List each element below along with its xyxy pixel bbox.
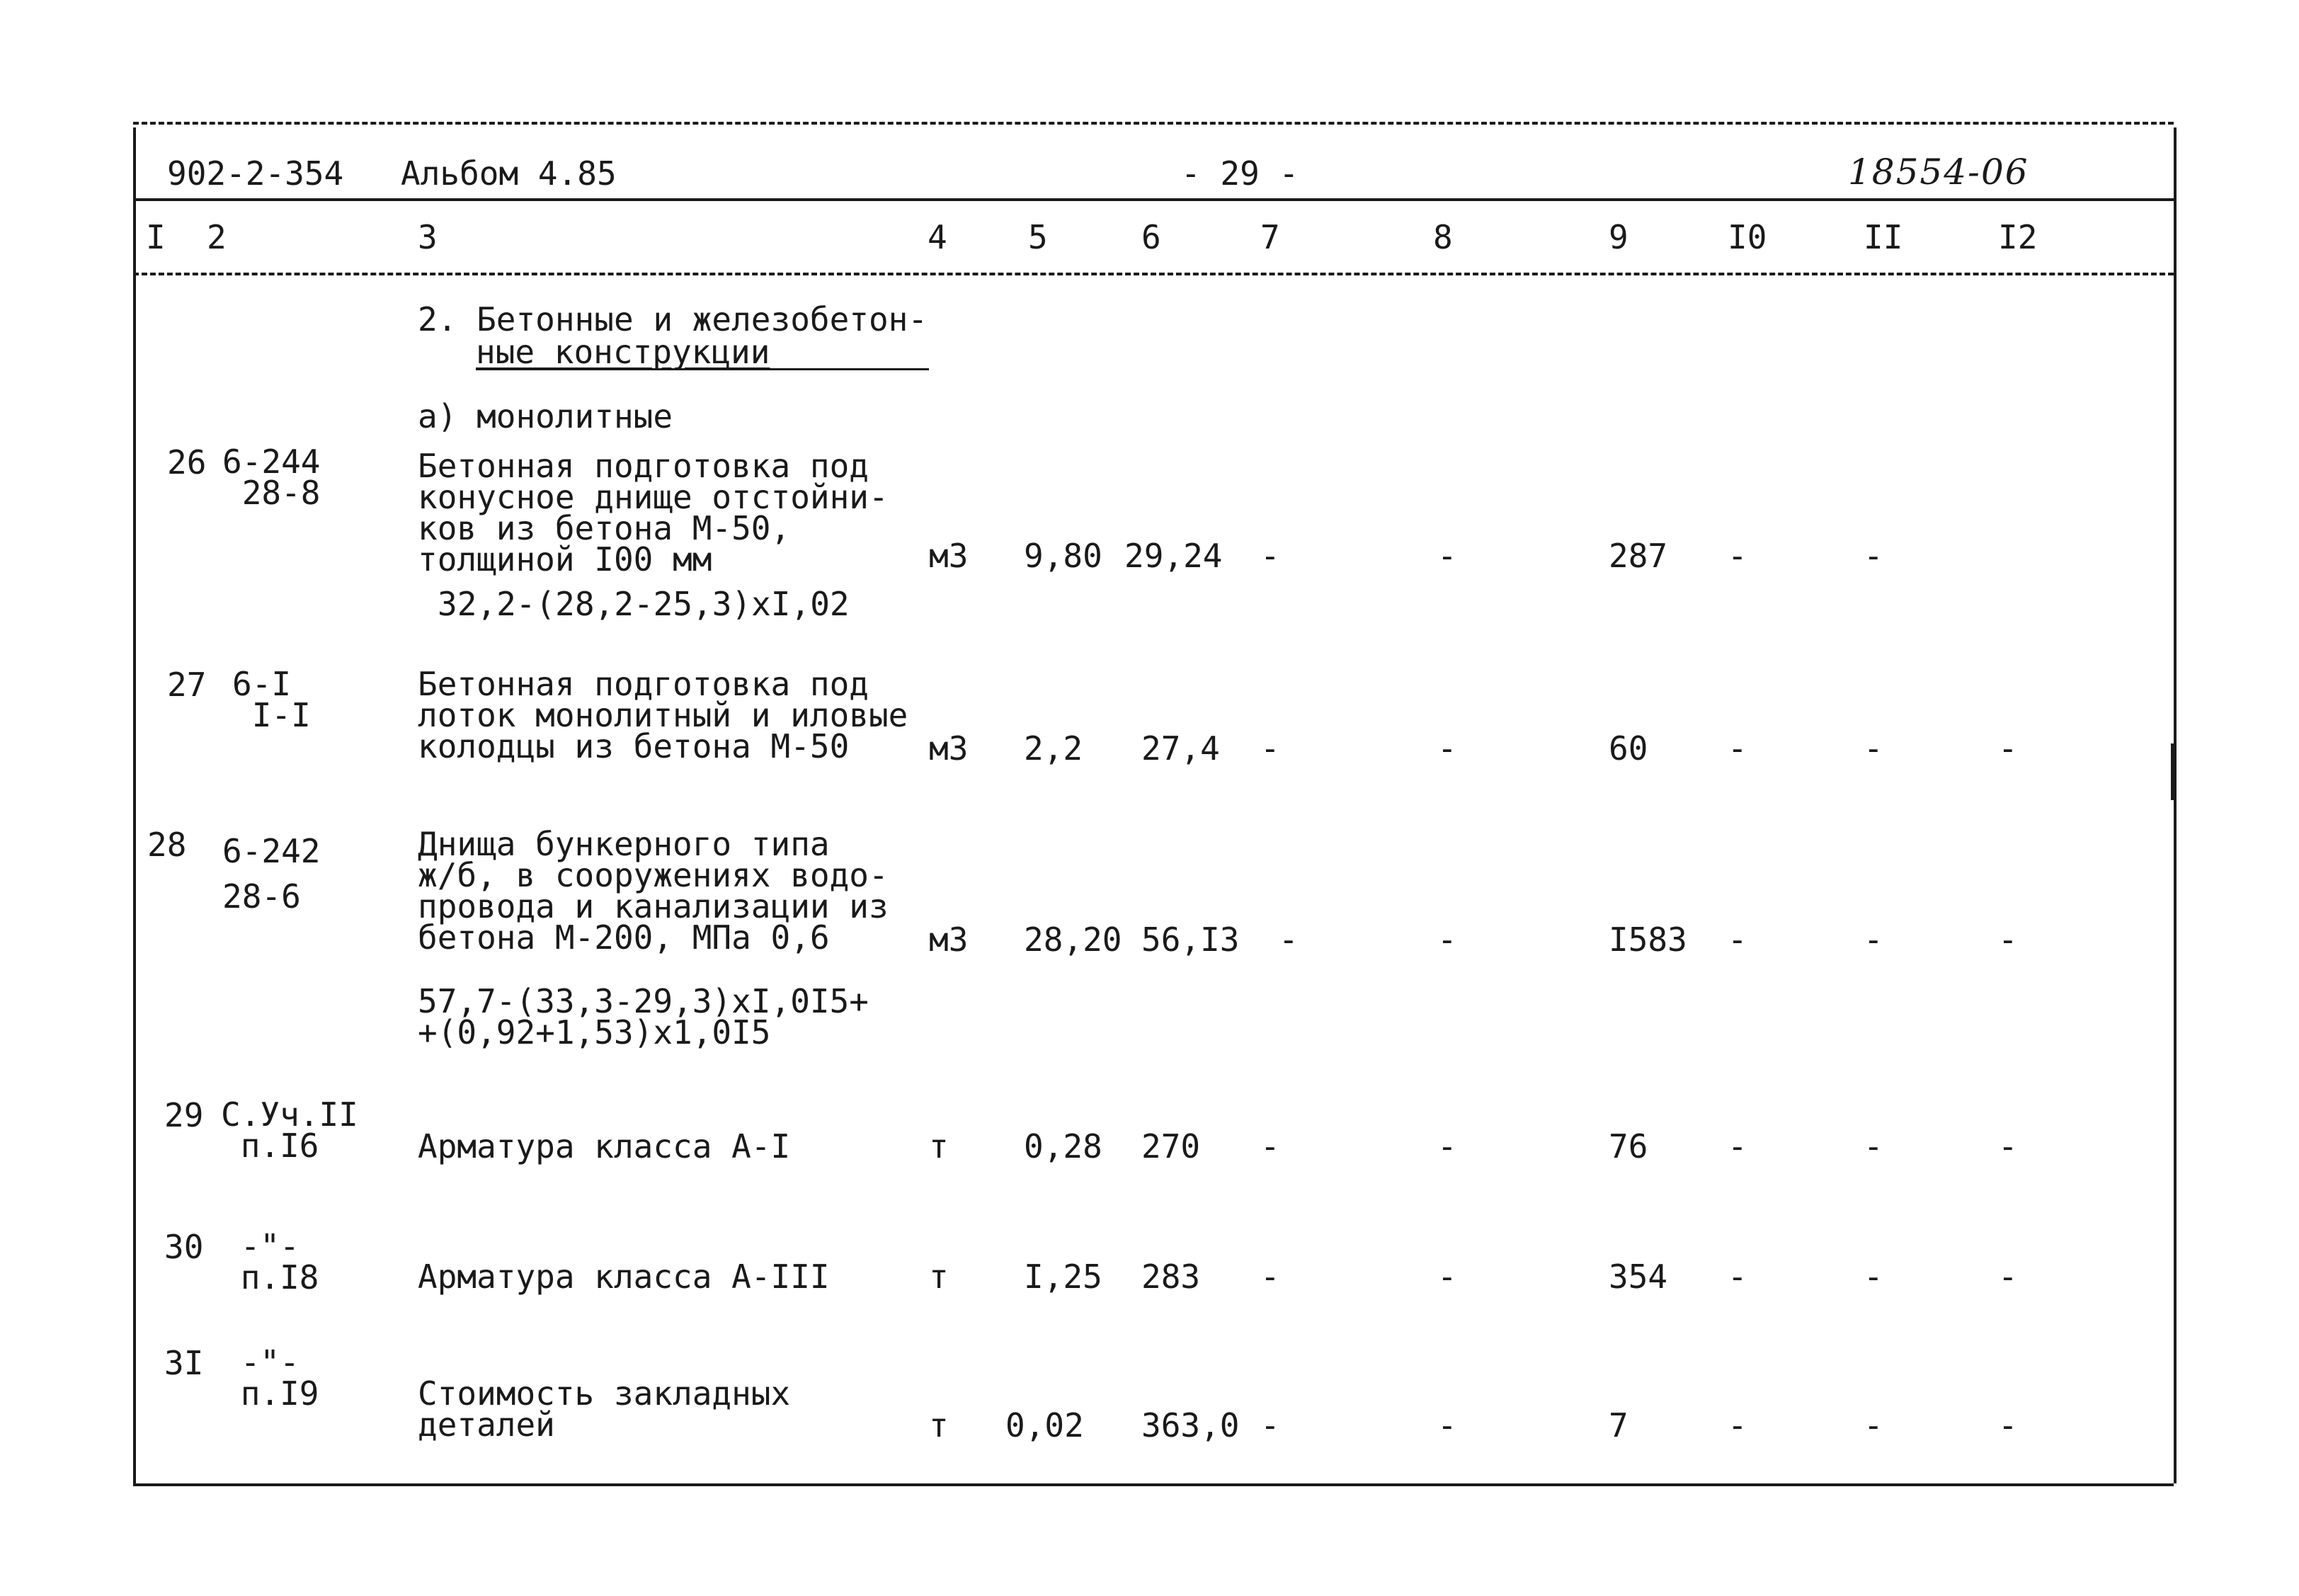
row-col7: - xyxy=(1260,1406,1280,1444)
row-col8: - xyxy=(1437,1406,1457,1444)
row-col12: - xyxy=(1998,1406,2018,1444)
row-quantity: 0,28 xyxy=(1024,1127,1102,1165)
row-quantity: 28,20 xyxy=(1024,920,1122,959)
bottom-rule xyxy=(133,1483,2174,1486)
row-col10: - xyxy=(1728,1258,1747,1296)
column-header-8: 8 xyxy=(1433,218,1453,256)
header-rule xyxy=(133,198,2174,201)
row-unit: т xyxy=(929,1406,949,1444)
row-price: 283 xyxy=(1141,1258,1201,1296)
row-col10: - xyxy=(1728,537,1747,575)
row-code: -"- п.I8 xyxy=(240,1227,319,1296)
row-col7: - xyxy=(1279,920,1299,959)
row-description: Арматура класса А-I xyxy=(418,1127,791,1165)
row-divider-left xyxy=(133,814,136,878)
row-quantity: 2,2 xyxy=(1024,729,1083,768)
row-col8: - xyxy=(1437,537,1457,575)
column-header-9: 9 xyxy=(1609,218,1628,256)
row-number: 28 xyxy=(147,826,187,864)
row-col8: - xyxy=(1437,920,1457,959)
row-col7: - xyxy=(1260,1258,1280,1296)
row-col11: - xyxy=(1864,1258,1883,1296)
row-total: 7 xyxy=(1609,1406,1628,1444)
column-header-11: II xyxy=(1864,218,1903,256)
row-code: 6-I I-I xyxy=(232,665,311,734)
section-title-line2: ные конструкции xyxy=(476,333,770,371)
row-divider-right xyxy=(2171,743,2174,800)
row-col11: - xyxy=(1864,1406,1883,1444)
row-number: 3I xyxy=(164,1344,204,1382)
subsection-title: а) монолитные xyxy=(418,397,673,435)
row-col7: - xyxy=(1260,537,1280,575)
row-quantity: I,25 xyxy=(1024,1258,1102,1296)
row-quantity: 0,02 xyxy=(1005,1406,1084,1444)
column-header-5: 5 xyxy=(1028,218,1048,256)
row-col8: - xyxy=(1437,1127,1457,1165)
column-header-3: 3 xyxy=(418,218,438,256)
row-total: 354 xyxy=(1609,1258,1668,1296)
row-price: 363,0 xyxy=(1141,1406,1240,1444)
top-rule xyxy=(133,122,2174,125)
row-code: 6-242 28-6 xyxy=(222,832,321,916)
row-unit: м3 xyxy=(929,920,969,959)
row-description: Бетонная подготовка под конусное днище отстойни- ков из бетона М-50, толщиной I00 мм xyxy=(418,447,889,578)
row-col12: - xyxy=(1998,1258,2018,1296)
album-label: Альбом 4.85 xyxy=(401,154,617,193)
row-price: 270 xyxy=(1141,1127,1201,1165)
column-header-1: I xyxy=(146,218,166,256)
row-col7: - xyxy=(1260,1127,1280,1165)
row-unit: м3 xyxy=(929,729,969,768)
row-description: Арматура класса А-III xyxy=(418,1258,830,1296)
row-col8: - xyxy=(1437,1258,1457,1296)
row-code: С.Уч.II п.I6 xyxy=(221,1095,358,1165)
row-col10: - xyxy=(1728,1127,1747,1165)
row-col11: - xyxy=(1864,537,1883,575)
stamp-number: 18554-06 xyxy=(1848,152,2029,193)
row-number: 29 xyxy=(164,1096,204,1134)
row-unit: т xyxy=(929,1258,949,1296)
row-col12: - xyxy=(1998,1127,2018,1165)
row-calculation: 57,7-(33,3-29,3)xI,0I5+ +(0,92+1,53)x1,0I5 xyxy=(418,982,869,1051)
section-title-underline xyxy=(476,368,929,370)
row-description: Бетонная подготовка под лоток монолитный и иловые колодцы из бетона М-50 xyxy=(418,665,908,765)
column-header-2: 2 xyxy=(207,218,227,256)
document-code: 902-2-354 xyxy=(167,154,344,193)
row-price: 27,4 xyxy=(1141,729,1220,768)
row-total: 287 xyxy=(1609,537,1668,575)
column-header-rule xyxy=(133,273,2174,275)
row-total: 76 xyxy=(1609,1127,1648,1165)
row-col11: - xyxy=(1864,920,1883,959)
row-code: 6-244 28-8 xyxy=(222,443,321,512)
row-number: 30 xyxy=(164,1228,204,1266)
row-description: Днища бункерного типа ж/б, в сооружениях водо- провода и канализации из бетона М-200, МПа 0,6 xyxy=(418,825,889,957)
row-unit: т xyxy=(929,1127,949,1165)
row-col12: - xyxy=(1998,729,2018,768)
section-title-line1: 2. Бетонные и железобетон- xyxy=(418,300,928,338)
row-col8: - xyxy=(1437,729,1457,768)
row-total: I583 xyxy=(1609,920,1687,959)
column-header-6: 6 xyxy=(1141,218,1161,256)
row-unit: м3 xyxy=(929,537,969,575)
row-total: 60 xyxy=(1609,729,1648,768)
column-header-7: 7 xyxy=(1260,218,1280,256)
column-header-4: 4 xyxy=(928,218,947,256)
row-number: 26 xyxy=(167,443,207,481)
row-price: 56,I3 xyxy=(1141,920,1240,959)
row-col7: - xyxy=(1260,729,1280,768)
row-col11: - xyxy=(1864,729,1883,768)
row-col10: - xyxy=(1728,920,1747,959)
row-col11: - xyxy=(1864,1127,1883,1165)
column-header-12: I2 xyxy=(1998,218,2038,256)
row-calculation: 32,2-(28,2-25,3)xI,02 xyxy=(438,585,850,623)
row-price: 29,24 xyxy=(1124,537,1223,575)
row-col12: - xyxy=(1998,920,2018,959)
page-number: - 29 - xyxy=(1181,154,1299,193)
row-description: Стоимость закладных деталей xyxy=(418,1374,791,1444)
row-number: 27 xyxy=(167,666,207,704)
row-quantity: 9,80 xyxy=(1024,537,1102,575)
row-code: -"- п.I9 xyxy=(240,1343,319,1413)
column-header-10: I0 xyxy=(1728,218,1767,256)
row-col10: - xyxy=(1728,729,1747,768)
row-col10: - xyxy=(1728,1406,1747,1444)
